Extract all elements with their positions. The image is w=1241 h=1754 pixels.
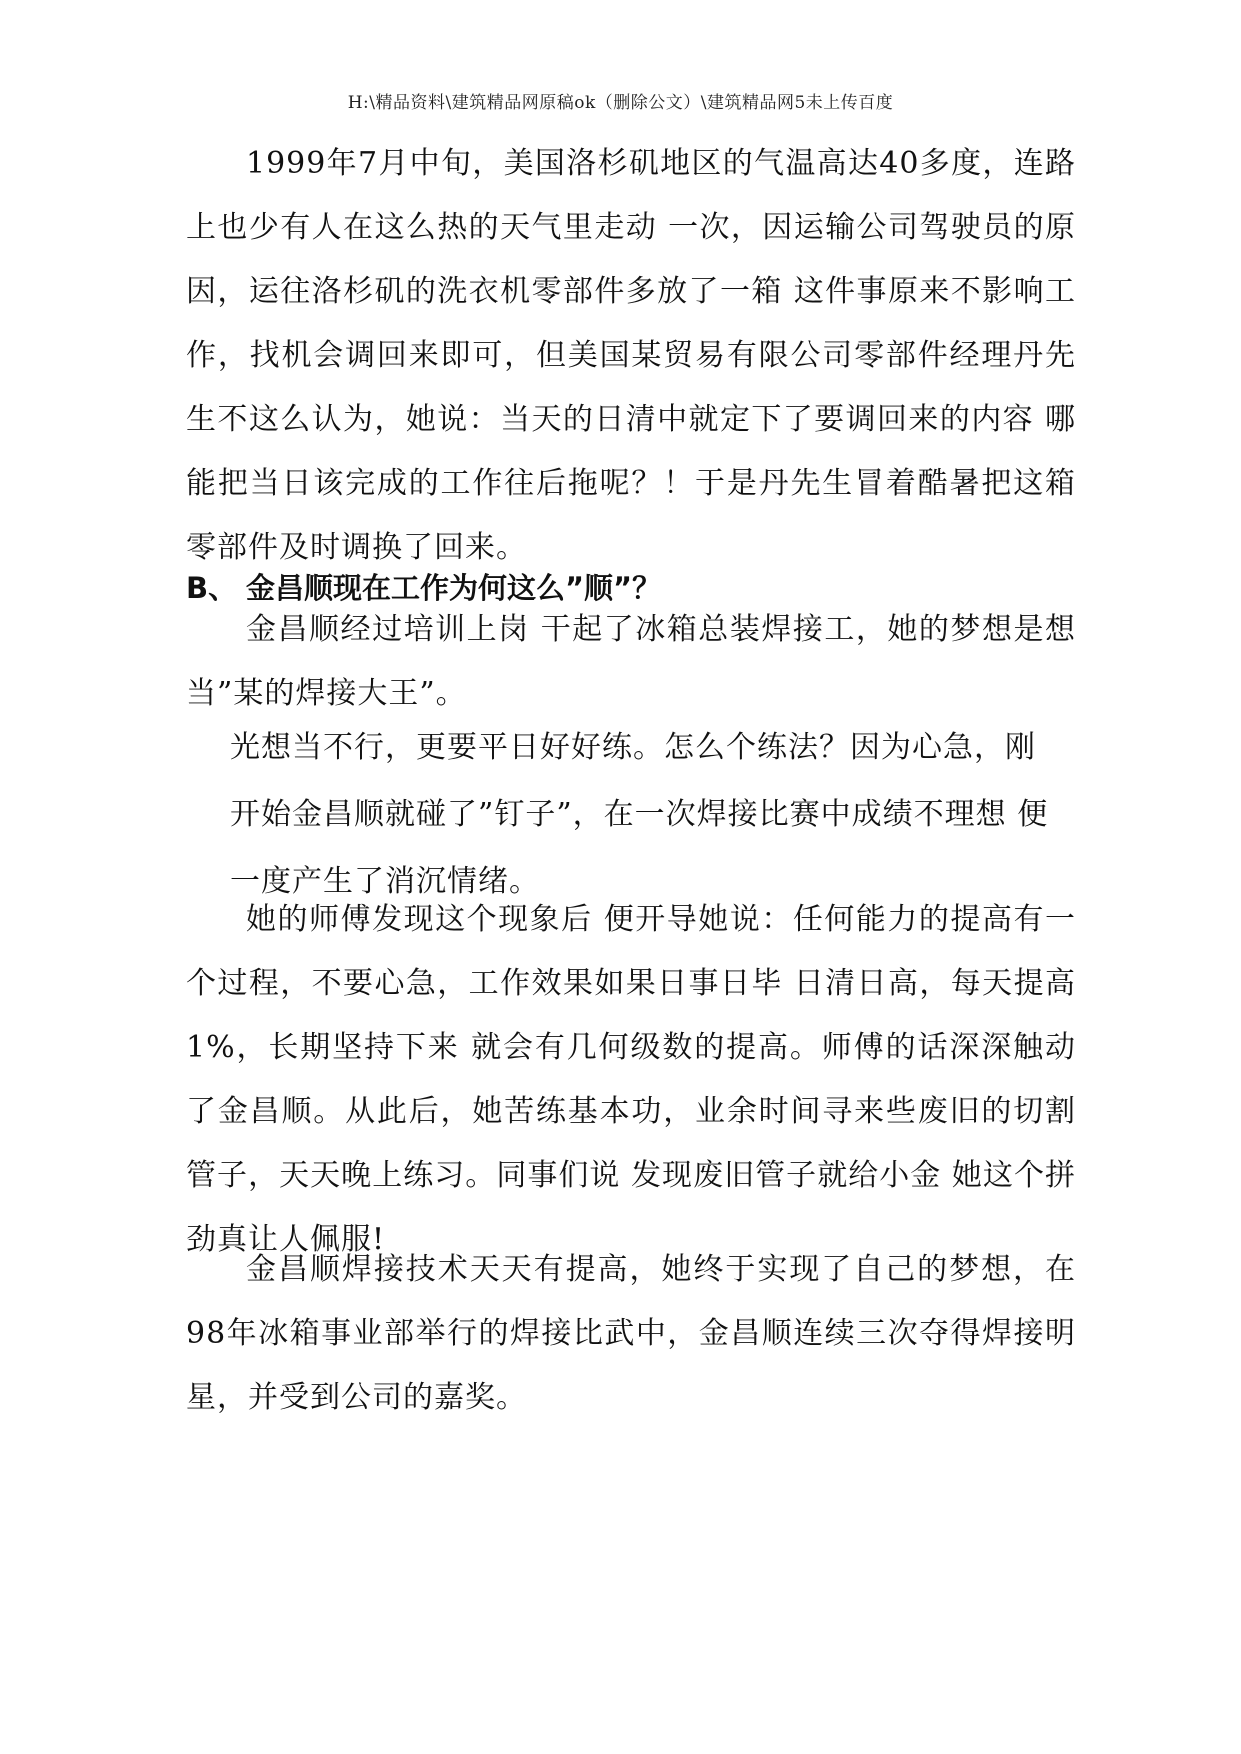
paragraph-training: 金昌顺经过培训上岗 干起了冰箱总装焊接工，她的梦想是想当”某的焊接大王”。 — [186, 612, 1076, 711]
paragraph-practice: 光想当不行，更要平日好好练。怎么个练法？因为心急，刚开始金昌顺就碰了”钉子”，在一次焊接比赛中成绩不理想 便一度产生了消沉情绪。 — [230, 730, 1049, 899]
file-path-header: H:\精品资料\建筑精品网原稿ok（删除公文）\建筑精品网5未上传百度 — [347, 93, 894, 113]
paragraph-master-advice: 她的师傅发现这个现象后 便开导她说：任何能力的提高有一个过程，不要心急，工作效果如果日事日毕 日清日高，每天提高1%，长期坚持下来 就会有几何级数的提高。师傅的话深深触动了金昌顺。从此后，她苦练基本功，业余时间寻来些废旧的切割管子，天天晚上练习。同事们说 发现废旧管子就给小金 她这个拼劲真让人佩服! — [186, 902, 1076, 1257]
heading-number: B、 — [186, 571, 238, 605]
paragraph-achievement: 金昌顺焊接技术天天有提高，她终于实现了自己的梦想，在98年冰箱事业部举行的焊接比武中，金昌顺连续三次夺得焊接明星，并受到公司的嘉奖。 — [186, 1252, 1076, 1415]
heading-title: 金昌顺现在工作为何这么”顺”？ — [246, 571, 662, 605]
paragraph-los-angeles: 1999年7月中旬，美国洛杉矶地区的气温高达40多度，连路上也少有人在这么热的天气里走动 一次，因运输公司驾驶员的原因，运往洛杉矶的洗衣机零部件多放了一箱 这件事原来不影响工作，找机会调回来即可，但美国某贸易有限公司零部件经理丹先生不这么认为，她说：当天的日清中就定下了要调回来的内容 哪能把当日该完成的工作往后拖呢？！于是丹先生冒着酷暑把这箱零部件及时调换了回来。 — [186, 146, 1076, 565]
